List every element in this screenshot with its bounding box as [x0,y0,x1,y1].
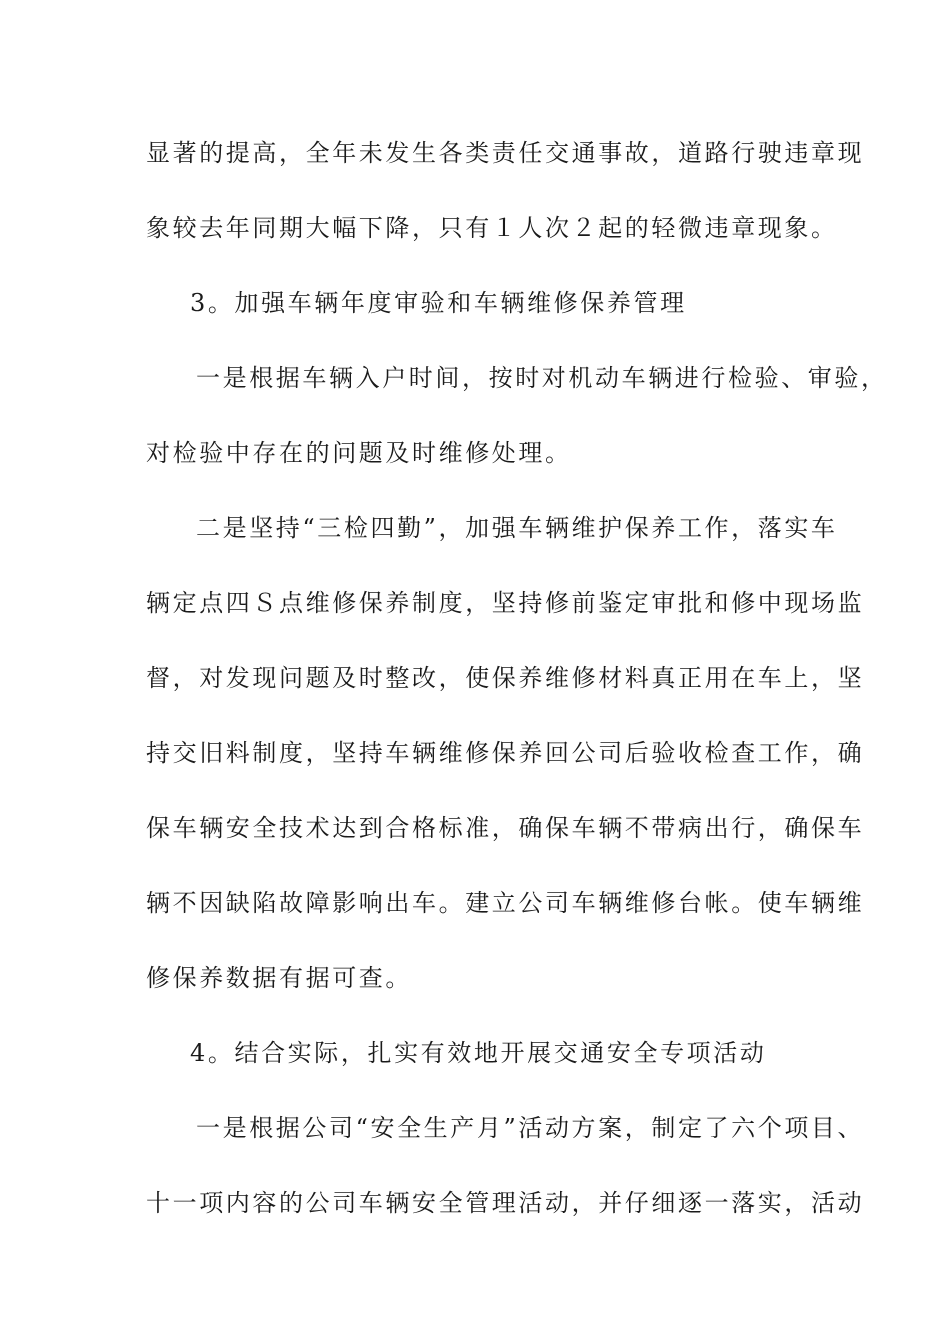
section-heading: 4。结合实际，扎实有效地开展交通安全专项活动 [190,1039,767,1067]
body-text-line: 督，对发现问题及时整改，使保养维修材料真正用在车上，坚 [146,664,865,692]
body-text-line: 保车辆安全技术达到合格标准，确保车辆不带病出行，确保车 [146,814,865,842]
body-text-line: 二是坚持“三检四勤”，加强车辆维护保养工作，落实车 [196,514,838,542]
body-text-line: 修保养数据有据可查。 [146,964,412,992]
body-text-line: 象较去年同期大幅下降，只有１人次２起的轻微违章现象。 [146,214,838,242]
body-text-line: 十一项内容的公司车辆安全管理活动，并仔细逐一落实，活动 [146,1189,865,1217]
body-text-line: 对检验中存在的问题及时维修处理。 [146,439,572,467]
section-heading: 3。加强车辆年度审验和车辆维修保养管理 [190,289,687,317]
body-text-line: 辆定点四Ｓ点维修保养制度，坚持修前鉴定审批和修中现场监 [146,589,865,617]
body-text-line: 显著的提高，全年未发生各类责任交通事故，道路行驶违章现 [146,139,865,167]
body-text-line: 一是根据车辆入户时间，按时对机动车辆进行检验、审验， [196,364,888,392]
body-text-line: 持交旧料制度，坚持车辆维修保养回公司后验收检查工作，确 [146,739,865,767]
body-text-line: 一是根据公司“安全生产月”活动方案，制定了六个项目、 [196,1114,865,1142]
body-text-line: 辆不因缺陷故障影响出车。建立公司车辆维修台帐。使车辆维 [146,889,865,917]
